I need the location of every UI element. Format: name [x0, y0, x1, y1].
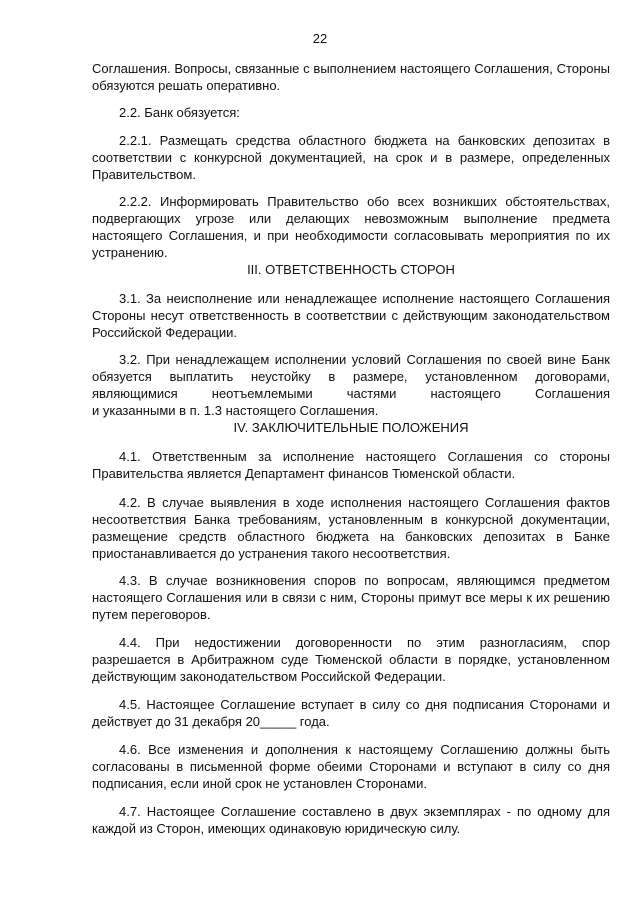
- section-heading-iii: III. ОТВЕТСТВЕННОСТЬ СТОРОН: [247, 262, 455, 277]
- paragraph-4-1: 4.1. Ответственным за исполнение настоящего Соглашения со стороны Правительства является Департамент финансов Тюменской области.: [92, 449, 610, 481]
- paragraph-2-2-1: 2.2.1. Размещать средства областного бюджета на банковских депозитах в соответствии с конкурсной документацией, на срок и в размере, определенных Правительством.: [92, 133, 610, 182]
- section-heading-iv: IV. ЗАКЛЮЧИТЕЛЬНЫЕ ПОЛОЖЕНИЯ: [233, 420, 469, 435]
- paragraph-2-2: 2.2. Банк обязуется:: [119, 105, 240, 120]
- paragraph-4-7: 4.7. Настоящее Соглашение составлено в двух экземплярах - по одному для каждой из Сторон, имеющих одинаковую юридическую силу.: [92, 804, 610, 836]
- paragraph-4-5: 4.5. Настоящее Соглашение вступает в силу со дня подписания Сторонами и действует до 31 декабря 20_____ года.: [92, 697, 610, 729]
- paragraph-3-1: 3.1. За неисполнение или ненадлежащее исполнение настоящего Соглашения Стороны несут ответственность в соответствии с действующим законодательством Российской Федерации.: [92, 291, 610, 340]
- paragraph-3-2-tail: и указанными в п. 1.3 настоящего Соглашения.: [92, 403, 379, 418]
- paragraph-4-4: 4.4. При недостижении договоренности по этим разногласиям, спор разрешается в Арбитражном суде Тюменской области в порядке, установленном действующим законодательством Российской Федерации.: [92, 635, 610, 684]
- paragraph-2-2-2: 2.2.2. Информировать Правительство обо всех возникших обстоятельствах, подвергающих угрозе или делающих невозможным выполнение предмета настоящего Соглашения, и при необходимости согласовывать мероприятия по их устранению.: [92, 194, 610, 260]
- paragraph-4-2: 4.2. В случае выявления в ходе исполнения настоящего Соглашения фактов несоответствия Банка требованиям, установленным в конкурсной документации, размещение средств областного бюджета на банковских депозитах в Банке приостанавливается до устранения такого несоответствия.: [92, 495, 610, 561]
- paragraph-3-2: 3.2. При ненадлежащем исполнении условий Соглашения по своей вине Банк обязуется выплатить неустойку в размере, установленном договорами, являющимися неотъемлемыми частями настоящего Соглашения: [92, 352, 610, 401]
- paragraph-continuation: Соглашения. Вопросы, связанные с выполнением настоящего Соглашения, Стороны обязуются решать оперативно.: [92, 61, 610, 93]
- paragraph-4-6: 4.6. Все изменения и дополнения к настоящему Соглашению должны быть согласованы в письменной форме обеими Сторонами и вступают в силу со дня подписания, если иной срок не установлен Сторонами.: [92, 742, 610, 791]
- paragraph-4-3: 4.3. В случае возникновения споров по вопросам, являющимся предметом настоящего Соглашения или в связи с ним, Стороны примут все меры к их решению путем переговоров.: [92, 573, 610, 622]
- page-number: 22: [312, 31, 328, 46]
- document-body: [92, 60, 610, 837]
